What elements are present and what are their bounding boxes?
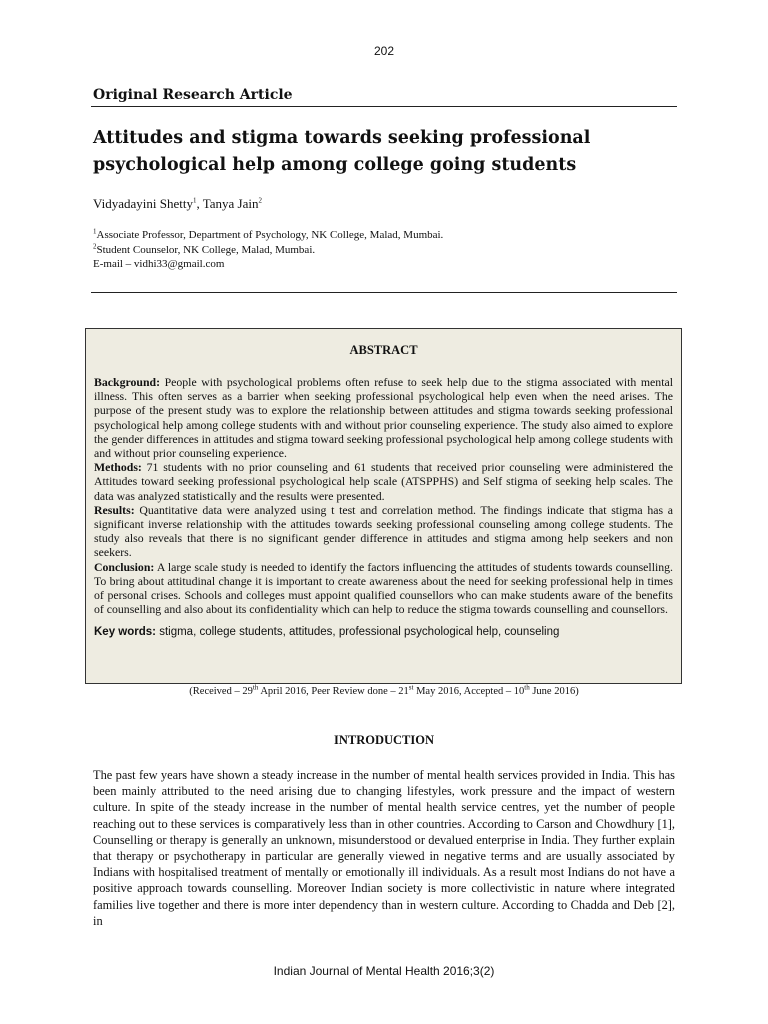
received-text: May 2016, Accepted – 10 xyxy=(413,686,525,697)
abstract-text: People with psychological problems often refuse to seek help due to the stigma associated with mental illness. This often serves as a barrier when seeking professional psychological help even when the need arises. The purpose of the present study was to explore the relationship between attitudes and stigma towards seeking professional psychological help among college students with and without prior counseling experience. The study also aimed to explore the gender differences in attitudes and stigma toward seeking professional psychological help among college students with and without prior counseling experience. xyxy=(94,375,673,461)
abstract-label: Conclusion: xyxy=(94,559,155,574)
abstract-label: Background: xyxy=(94,375,160,389)
abstract-label: Results: xyxy=(94,502,135,517)
affiliation-line xyxy=(93,243,443,258)
abstract-text: A large scale study is needed to identify the factors influencing the attitudes of students towards counselling. To bring about attitudinal change it is important to create awareness about the need for seeking professional help in times of personal crises. Schools and colleges must appoint qualified counsellors who can make students aware of the benefits of counselling and also about its confidentiality which can help to reduce the stigma towards counselling and counsellors. xyxy=(94,559,673,617)
author-separator: , xyxy=(196,196,203,211)
abstract-heading: ABSTRACT xyxy=(349,343,418,357)
author-affiliation-marker: 1 xyxy=(192,196,197,205)
article-type: Original Research Article xyxy=(93,87,293,103)
ordinal-suffix: st xyxy=(408,683,414,692)
abstract-box xyxy=(85,328,682,684)
affiliation-text: Associate Professor, Department of Psychology, NK College, Malad, Mumbai. xyxy=(96,229,444,241)
keywords-text: stigma, college students, attitudes, professional psychological help, counseling xyxy=(156,626,560,639)
received-text: June 2016) xyxy=(529,686,579,697)
introduction-paragraph: The past few years have shown a steady increase in the number of mental health services provided in India. This has been mainly attributed to the need arising due to changing lifestyles, work pressure and the impact of western culture. In spite of the steady increase in the number of mental health service centres, yet the number of people reaching out to these services is comparatively less than in other countries. According to Carson and Chowdhury [1], Counselling or therapy is generally an unknown, misunderstood or devalued enterprise in India. They further explain that therapy or psychotherapy in particular are generally viewed in negative terms and are usually associated by Indians with hospitalised treatment of mentally or emotionally ill individuals. As a result most Indians do not have a positive approach towards counselling. Moreover Indian society is more collectivistic in nature where integrated families live together and there is more inter dependency than in western culture. According to Chadda and Deb [2], in xyxy=(93,768,675,928)
page-number: 202 xyxy=(373,44,395,58)
author-name: Vidyadayini Shetty xyxy=(93,196,193,211)
affiliation-text: Student Counselor, NK College, Malad, Mumbai. xyxy=(96,243,316,256)
abstract-conclusion xyxy=(94,560,673,617)
affiliation-line xyxy=(93,228,443,243)
author-affiliation-marker: 2 xyxy=(258,196,262,205)
abstract-text: Quantitative data were analyzed using t test and correlation method. The findings indicate that stigma has a significant inverse relationship with the attitudes towards seeking professional counseling among college students. The study also reveals that there is no significant gender difference in attitudes and stigma among help seekers and non seekers. xyxy=(94,502,673,560)
author-name: Tanya Jain xyxy=(202,196,259,211)
affiliation-marker: 2 xyxy=(93,241,97,250)
journal-footer: Indian Journal of Mental Health 2016;3(2) xyxy=(273,964,495,978)
received-text: (Received – 29 xyxy=(189,686,253,697)
ordinal-suffix: th xyxy=(524,683,530,692)
article-title: Attitudes and stigma towards seeking professional psychological help among college going students xyxy=(93,128,591,175)
keywords-label: Key words: xyxy=(94,626,156,639)
affiliation-marker: 1 xyxy=(93,227,97,236)
header-divider xyxy=(91,106,677,107)
abstract-label: Methods: xyxy=(94,460,142,475)
ordinal-suffix: th xyxy=(252,683,259,692)
abstract-results xyxy=(94,503,673,560)
email: E-mail – vidhi33@gmail.com xyxy=(93,258,225,270)
received-dates xyxy=(0,683,768,697)
introduction-heading: INTRODUCTION xyxy=(333,733,434,747)
section-divider xyxy=(91,292,677,293)
received-text: April 2016, Peer Review done – 21 xyxy=(258,686,409,697)
abstract-text: 71 students with no prior counseling and 61 students that received prior counseling were administered the Attitudes toward seeking professional psychological help scale (ATSPPHS) and Self stigma of seeking help scales. The data was analyzed statistically and the results were presented. xyxy=(94,460,673,503)
affiliations xyxy=(93,228,443,272)
keywords xyxy=(94,626,673,638)
abstract-background xyxy=(94,375,673,460)
abstract-methods xyxy=(94,460,673,503)
author-list xyxy=(93,196,262,212)
